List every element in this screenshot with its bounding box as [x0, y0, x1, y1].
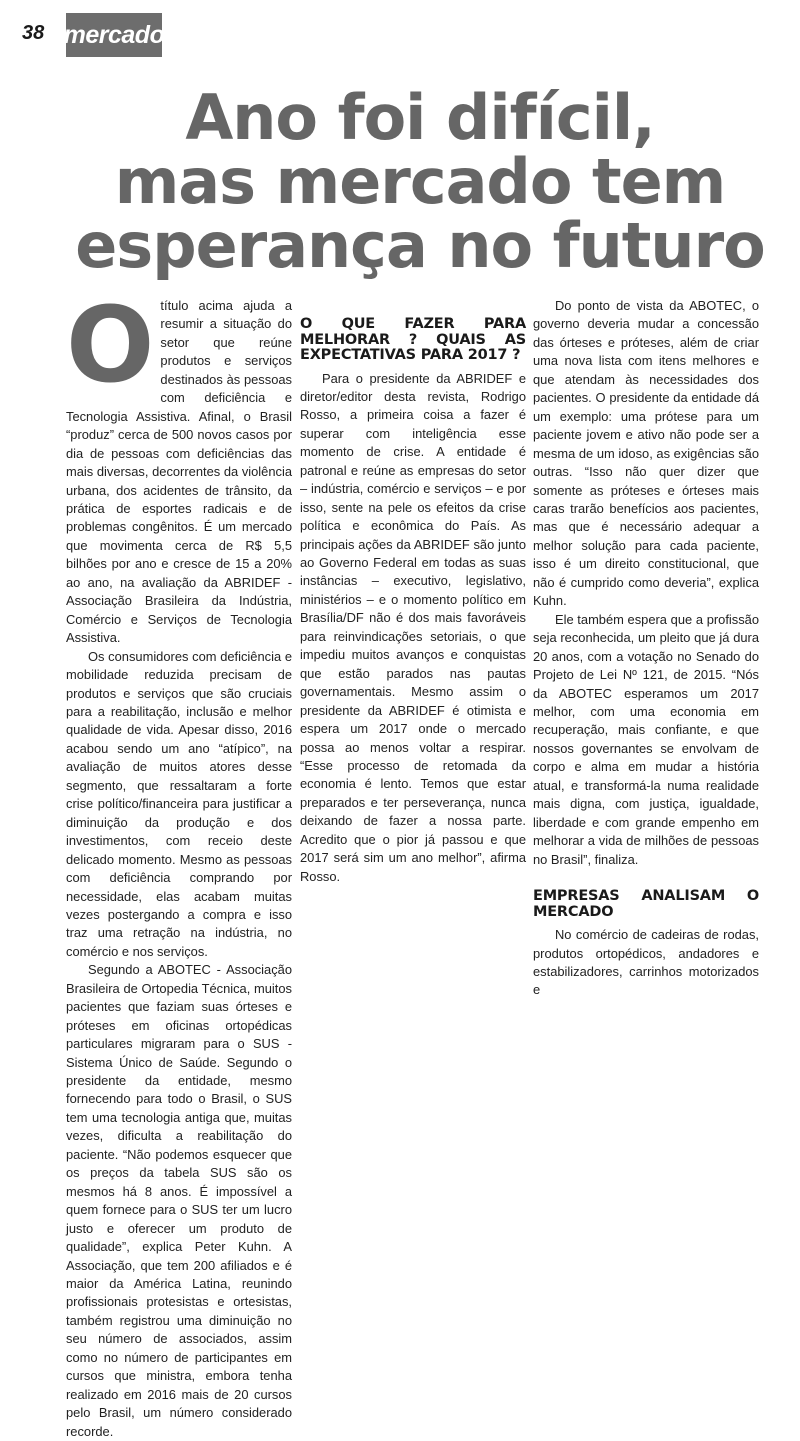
- headline: [60, 81, 780, 282]
- headline-line-1: Ano foi difícil,: [185, 81, 655, 154]
- paragraph-intro: [66, 284, 292, 648]
- headline-line-3: esperança no futuro: [75, 209, 765, 282]
- paragraph-commerce: No comércio de cadeiras de rodas, produtos ortopédicos, andadores e estabilizadores, carrinhos motorizados e: [533, 927, 759, 998]
- paragraph-abotec: Segundo a ABOTEC - Associação Brasileira de Ortopedia Técnica, muitos pacientes que faziam suas órteses e próteses em oficinas ortopédicas particulares migraram para o SUS - Sistema Único de Saúde. Segundo o presidente da entidade, mesmo fornecendo para todo o Brasil, o SUS tem uma tecnologia antiga que, muitas vezes, dificulta a reabilitação do paciente. “Não podemos esquecer que os preços da tabela SUS são os mesmos há 8 anos. É impossível a quem fornece para o SUS ter um lucro justo e oferecer um produto de qualidade”, explica Peter Kuhn. A Associação, que tem 200 afiliados e é maior da América Latina, reunindo profissionais protesistas e ortesistas, também registrou uma diminuição no seu número de associados, assim como no número de participantes em cursos que ministra, embora tenha realizado em 2016 mais de 20 cursos pelo Brasil, um número considerado recorde.: [66, 962, 292, 1439]
- paragraph-rosso: Para o presidente da ABRIDEF e diretor/editor desta revista, Rodrigo Rosso, a primeira coisa a fazer é superar com inteligência esse momento de crise. A entidade é patronal e reúne as empresas do setor – indústria, comércio e serviços – e por isso, sente na pele os efeitos da crise política e econômica do País. As principais ações da ABRIDEF são junto ao Governo Federal em todas as suas instâncias – executivo, legislativo, ministérios – e o momento político em Brasília/DF não é dos mais favoráveis para reinvindicações setoriais, o que impediu muitos avanços e conquistas que estão parados nas pautas governamentais. Mesmo assim o presidente da ABRIDEF é otimista e espera um 2017 onde o mercado possa ao menos voltar a respirar. “Esse processo de retomada da economia é lento. Temos que estar preparados e ter perseverança, nunca deixando de fazer a nossa parte. Acredito que o pior já passou e que 2017 será sim um ano melhor”, afirma Rosso.: [300, 370, 526, 884]
- paragraph-consumers: Os consumidores com deficiência e mobilidade reduzida precisam de produtos e serviços que são cruciais para a reabilitação, inclusão e melhor qualidade de vida. Apesar disso, 2016 acabou sendo um ano “atípico”, na avaliação de muitos atores desse segmento, que ressaltaram a forte crise político/financeira para justificar a diminuição da produção e dos investimentos, com receio deste delicado momento. Mesmo as pessoas com deficiência comprando por necessidade, elas acabam muitas vezes postergando a compra e isso traz uma retração na indústria, no comércio e nos serviços.: [66, 648, 292, 959]
- article-column-2: [300, 297, 526, 886]
- article-column-1: [66, 284, 292, 1439]
- subhead-companies: EMPRESAS ANALISAM O MERCADO: [533, 888, 759, 920]
- article-column-3: [533, 297, 759, 1000]
- headline-line-2: mas mercado tem: [114, 145, 726, 218]
- paragraph-profession: Ele também espera que a profissão seja reconhecida, um pleito que já dura 20 anos, com a votação no Senado do Projeto de Lei Nº 121, de 2015. “Nós da ABOTEC esperamos um 2017 melhor, com uma economia em recuperação, mais confiante, e que nossos governantes se envolvam de corpo e alma em mudar a história atual, e transformá-la numa realidade mais digna, com justiça, igualdade, liberdade e com grande empenho em melhorar a vida de milhões de pessoas no Brasil”, finaliza.: [533, 611, 759, 867]
- section-label: mercado: [66, 13, 162, 57]
- subhead-what-to-do: O QUE FAZER PARA MELHORAR ? QUAIS AS EXPECTATIVAS PARA 2017 ?: [300, 316, 526, 363]
- paragraph-intro-text: título acima ajuda a resumir a situação do setor que reúne produtos e serviços destinados às pessoas com deficiência e Tecnologia Assistiva. Afinal, o Brasil “produz” cerca de 500 novos casos por dia de pessoas com deficiências das mais diversas, decorrentes da violência urbana, dos acidentes de trânsito, da prática de esportes radicais e de problemas congênitos. É um mercado que movimenta cerca de R$ 5,5 bilhões por ano e cresce de 15 a 20% ao ano, na avaliação da ABRIDEF - Associação Brasileira da Indústria, Comércio e Serviços de Tecnologia Assistiva.: [66, 298, 292, 646]
- page-number: 38: [22, 22, 45, 44]
- paragraph-abotec-view: Do ponto de vista da ABOTEC, o governo deveria mudar a concessão das órteses e próteses, além de criar uma nova lista com itens melhores e que atendam às necessidades dos pacientes. O presidente da entidade dá um exemplo: uma prótese para um paciente jovem e ativo não pode ser a mesma de um idoso, as exigências são outras. “Isso não quer dizer que somente as próteses e órteses mais caras trarão benefícios aos pacientes, mas que é necessário adequar a melhor solução para cada paciente, isso é um direito constitucional, que não é cumprido como deveria”, explica Kuhn.: [533, 298, 759, 609]
- drop-cap: O: [66, 284, 155, 406]
